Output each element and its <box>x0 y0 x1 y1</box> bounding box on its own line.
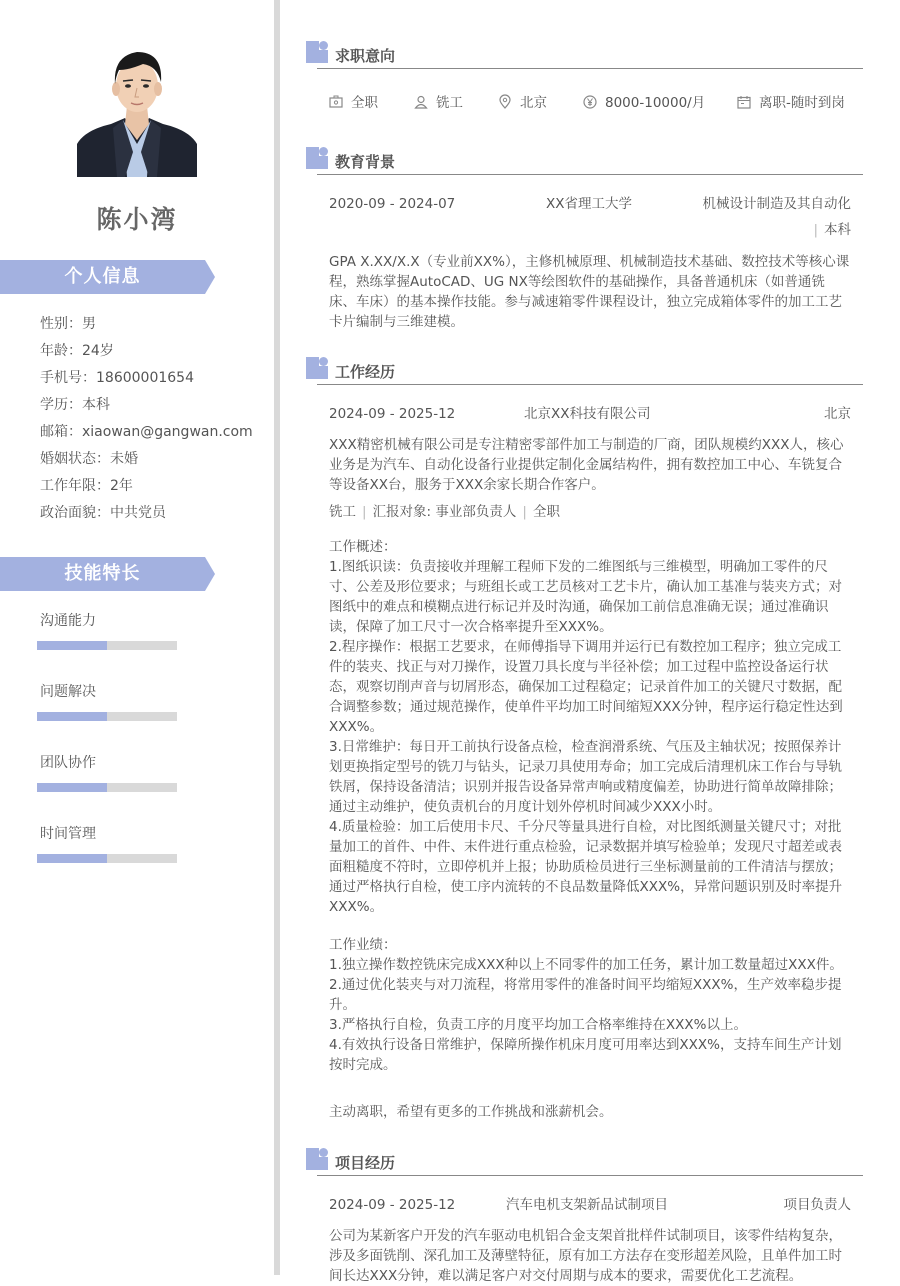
location-pin-icon <box>498 95 512 109</box>
section-title: 项目经历 <box>335 1154 396 1172</box>
result-item: 3.严格执行自检，负责工序的月度平均加工合格率维持在XXX%以上。 <box>329 1017 747 1033</box>
intent-position <box>414 93 463 113</box>
work-tag: 汇报对象: 事业部负责人 <box>372 504 517 520</box>
info-marital: 婚姻状态：未婚 <box>40 451 138 467</box>
project-period: 2024-09 - 2025-12 <box>329 1197 456 1213</box>
intent-city <box>498 93 547 113</box>
education-school: XX省理工大学 <box>546 196 632 212</box>
education-major: 机械设计制造及其自动化 <box>702 196 851 212</box>
section-underline <box>317 174 863 175</box>
work-tags <box>329 502 851 522</box>
skill-label: 时间管理 <box>40 826 96 842</box>
info-gender: 性别：男 <box>40 316 96 332</box>
company-description: XXX精密机械有限公司是专注精密零部件加工与制造的厂商，团队规模约XXX人，核心业务是为汽车、自动化设备行业提供定制化金属结构件，拥有数控加工中心、车铣复合等设备XX台，服务于XXX余家长期合作客户。 <box>329 437 844 493</box>
skill-bar-fill <box>37 712 107 721</box>
separator: | <box>813 222 818 238</box>
results-title: 工作业绩： <box>329 937 397 953</box>
result-item: 1.独立操作数控铣床完成XXX种以上不同零件的加工任务，累计加工数量超过XXX件。 <box>329 957 843 973</box>
skills-banner <box>0 557 215 591</box>
section-marker-icon <box>306 41 328 63</box>
intent-type <box>329 93 378 113</box>
overview-item: 4.质量检验：加工后使用卡尺、千分尺等量具进行自检，对比图纸测量关键尺寸；对批量加工的首件、中件、末件进行重点检验，记录数据并填写检验单；发现尺寸超差或表面粗糙度不符时，立即停机并上报；协助质检员进行三坐标测量前的工件清洁与摆放；通过严格执行自检，使工序内流转的不良品数量降低XXX%，异常问题识别及时率提升XXX%。 <box>329 819 843 915</box>
intent-availability-text: 离职-随时到岗 <box>759 95 845 111</box>
section-title: 工作经历 <box>335 363 396 381</box>
skill-bar <box>37 854 177 863</box>
education-degree <box>807 220 851 240</box>
skill-item <box>40 610 96 632</box>
job-intent-row <box>329 93 859 113</box>
work-company: 北京XX科技有限公司 <box>524 406 651 422</box>
intent-type-text: 全职 <box>351 95 378 111</box>
work-results <box>329 935 851 1075</box>
sidebar <box>0 0 274 1275</box>
leave-reason: 主动离职，希望有更多的工作挑战和涨薪机会。 <box>329 1104 613 1120</box>
work-tag: 铣工 <box>329 504 356 520</box>
personal-info-title: 个人信息 <box>64 266 141 287</box>
section-marker-icon <box>306 357 328 379</box>
section-underline <box>317 1175 863 1176</box>
intent-salary-text: 8000-10000/月 <box>605 95 706 111</box>
intent-city-text: 北京 <box>520 95 547 111</box>
skill-bar-fill <box>37 783 107 792</box>
skill-label: 沟通能力 <box>40 613 96 629</box>
result-item: 2.通过优化装夹与对刀流程，将常用零件的准备时间平均缩短XXX%，生产效率稳步提升。 <box>329 977 842 1013</box>
skill-bar <box>37 783 177 792</box>
overview-item: 3.日常维护：每日开工前执行设备点检，检查润滑系统、气压及主轴状况；按照保养计划更换指定型号的铣刀与钻头，记录刀具使用寿命；加工完成后清理机床工作台与导轨铁屑，保持设备清洁；识别并报告设备异常声响或精度偏差，协助进行简单故障排除；通过主动维护，使负责机台的月度计划外停机时间减少XXX小时。 <box>329 739 842 815</box>
section-header-work <box>306 357 863 387</box>
intent-availability <box>737 93 845 113</box>
skill-item <box>40 823 96 845</box>
profile-photo <box>77 44 197 177</box>
section-title: 求职意向 <box>335 47 396 65</box>
section-marker-icon <box>306 1148 328 1170</box>
section-underline <box>317 68 863 69</box>
skill-bar-fill <box>37 641 107 650</box>
education-degree-text: 本科 <box>824 222 851 238</box>
main-content <box>280 0 900 1284</box>
overview-item: 1.图纸识读：负责接收并理解工程师下发的二维图纸与三维模型，明确加工零件的尺寸、公差及形位要求；与班组长或工艺员核对工艺卡片，确认加工基准与装夹方式；对图纸中的难点和模糊点进行标记并及时沟通，确保加工前信息准确无误；通过准确识读，保障了加工尺寸一次合格率提升至XXX%。 <box>329 559 842 635</box>
education-degree-row <box>329 220 851 240</box>
personal-info-list <box>40 313 253 529</box>
section-marker-icon <box>306 147 328 169</box>
info-political: 政治面貌：中共党员 <box>40 505 166 521</box>
section-header-intent <box>306 41 863 71</box>
info-email: 邮箱：xiaowan@gangwan.com <box>40 424 253 440</box>
work-city: 北京 <box>824 406 851 422</box>
project-description: 公司为某新客户开发的汽车驱动电机铝合金支架首批样件试制项目，该零件结构复杂，涉及多面铣削、深孔加工及薄壁特征，原有加工方法存在变形超差风险，且单件加工时间长达XXX分钟，难以满足客户对交付周期与成本的要求，需要优化工艺流程。 <box>329 1228 842 1284</box>
skill-item <box>40 752 96 774</box>
info-years: 工作年限：2年 <box>40 478 133 494</box>
skills-title: 技能特长 <box>64 563 141 584</box>
education-row <box>329 194 851 214</box>
skill-label: 问题解决 <box>40 684 96 700</box>
yen-coin-icon <box>583 95 597 109</box>
separator: | <box>362 504 367 520</box>
section-header-project <box>306 1148 863 1178</box>
section-header-education <box>306 147 863 177</box>
intent-position-text: 铣工 <box>436 95 463 111</box>
personal-info-banner <box>0 260 215 294</box>
work-overview <box>329 537 851 917</box>
education-period: 2020-09 - 2024-07 <box>329 196 456 212</box>
work-tag: 全职 <box>532 504 560 520</box>
candidate-name: 陈小湾 <box>96 205 178 234</box>
skill-label: 团队协作 <box>40 755 96 771</box>
info-phone: 手机号：18600001654 <box>40 370 194 386</box>
skill-bar <box>37 641 177 650</box>
education-description: GPA X.XX/X.X（专业前XX%），主修机械原理、机械制造技术基础、数控技术等核心课程，熟练掌握AutoCAD、UG NX等绘图软件的基础操作，具备普通机床（如普通铣床、车床）的基本操作技能。参与减速箱零件课程设计，独立完成箱体零件的加工工艺卡片编制与三维建模。 <box>329 254 850 330</box>
overview-title: 工作概述： <box>329 539 397 555</box>
work-period: 2024-09 - 2025-12 <box>329 406 456 422</box>
separator: | <box>522 504 527 520</box>
skill-bar <box>37 712 177 721</box>
portrait-image <box>77 44 197 177</box>
overview-item: 2.程序操作：根据工艺要求，在师傅指导下调用并运行已有数控加工程序；独立完成工件的装夹、找正与对刀操作，设置刀具长度与半径补偿；加工过程中监控设备运行状态，观察切削声音与切屑形态，确保加工过程稳定；记录首件加工的关键尺寸数据，配合调整参数；通过规范操作，使单件平均加工时间缩短XXX分钟，程序运行稳定性达到XXX%。 <box>329 639 843 735</box>
info-age: 年龄：24岁 <box>40 343 114 359</box>
section-title: 教育背景 <box>335 153 396 171</box>
skill-item <box>40 681 96 703</box>
person-icon <box>414 95 428 109</box>
section-underline <box>317 384 863 385</box>
intent-salary <box>583 93 705 113</box>
skill-bar-fill <box>37 854 107 863</box>
work-row <box>329 404 851 424</box>
result-item: 4.有效执行设备日常维护，保障所操作机床月度可用率达到XXX%，支持车间生产计划按时完成。 <box>329 1037 842 1073</box>
info-education: 学历：本科 <box>40 397 110 413</box>
briefcase-icon <box>329 95 343 109</box>
project-role: 项目负责人 <box>783 1197 851 1213</box>
project-name: 汽车电机支架新品试制项目 <box>506 1197 668 1213</box>
calendar-icon <box>737 95 751 109</box>
project-row <box>329 1195 851 1215</box>
